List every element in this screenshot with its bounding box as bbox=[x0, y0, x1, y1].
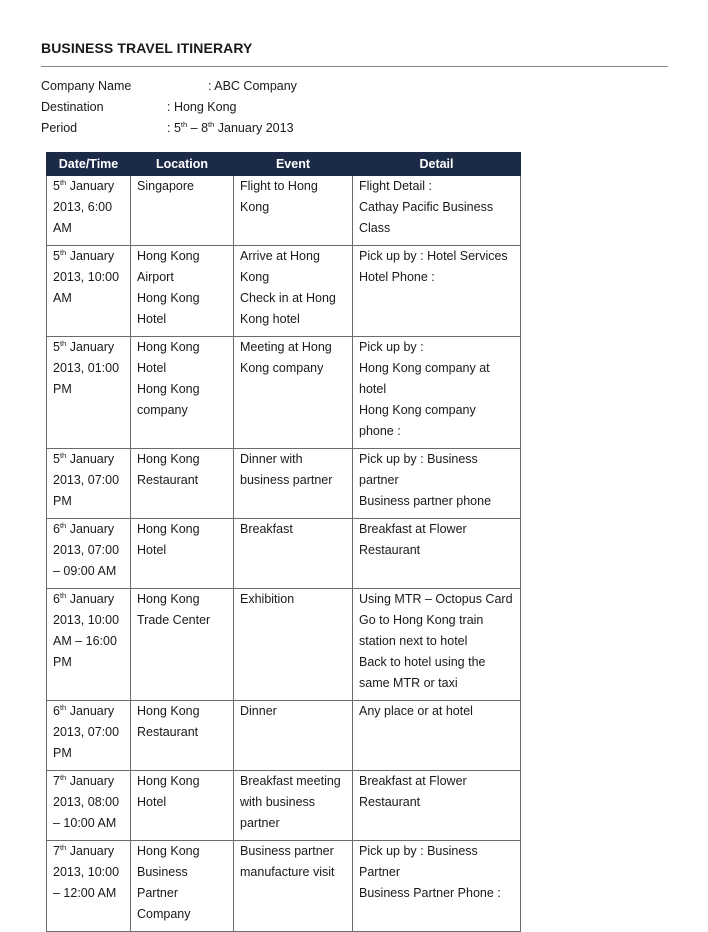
date-month: January bbox=[66, 774, 115, 788]
date-day-suffix: th bbox=[59, 773, 67, 782]
detail-line: Breakfast at Flower bbox=[359, 774, 467, 788]
detail-cell bbox=[353, 449, 521, 519]
detail-cell bbox=[353, 519, 521, 589]
date-day: 7 bbox=[53, 844, 60, 858]
detail-line: phone : bbox=[359, 424, 401, 438]
event-cell bbox=[234, 771, 353, 841]
location-line: company bbox=[137, 403, 188, 417]
event-line: Kong bbox=[240, 200, 270, 214]
date-line: – 10:00 AM bbox=[53, 816, 117, 830]
date-line: 2013, 10:00 bbox=[53, 865, 120, 879]
date-day: 5 bbox=[53, 249, 60, 263]
detail-line: Restaurant bbox=[359, 795, 421, 809]
date-day: 5 bbox=[53, 179, 60, 193]
date-first-line bbox=[53, 337, 126, 358]
location-line: Singapore bbox=[137, 179, 194, 193]
event-line: Meeting at Hong bbox=[240, 340, 332, 354]
period-month: January 2013 bbox=[214, 121, 294, 135]
location-line: Hotel bbox=[137, 543, 167, 557]
table-row bbox=[47, 519, 521, 589]
location-cell bbox=[131, 246, 234, 337]
date-first-line bbox=[53, 841, 126, 862]
table-row bbox=[47, 176, 521, 246]
event-line: Business partner bbox=[240, 844, 334, 858]
date-month: January bbox=[66, 179, 115, 193]
period-value bbox=[167, 121, 294, 135]
date-day-suffix: th bbox=[59, 248, 67, 257]
detail-line: Pick up by : Hotel Services bbox=[359, 249, 508, 263]
date-line: – 09:00 AM bbox=[53, 564, 117, 578]
event-line: Breakfast meeting bbox=[240, 774, 341, 788]
event-line: Exhibition bbox=[240, 592, 295, 606]
date-line: – 12:00 AM bbox=[53, 886, 117, 900]
event-line: Arrive at Hong bbox=[240, 249, 320, 263]
destination-value: : Hong Kong bbox=[167, 100, 237, 114]
header-detail: Detail bbox=[353, 153, 521, 176]
date-time-cell bbox=[47, 449, 131, 519]
location-cell bbox=[131, 701, 234, 771]
detail-line: Using MTR – Octopus Card bbox=[359, 592, 513, 606]
date-first-line bbox=[53, 701, 126, 722]
date-day: 5 bbox=[53, 452, 60, 466]
location-line: Hong Kong bbox=[137, 382, 200, 396]
date-month: January bbox=[66, 249, 115, 263]
event-line: partner bbox=[240, 816, 280, 830]
date-line: 2013, 07:00 bbox=[53, 543, 120, 557]
detail-line: Business Partner Phone : bbox=[359, 886, 501, 900]
date-line: AM – 16:00 bbox=[53, 634, 117, 648]
location-line: Airport bbox=[137, 270, 174, 284]
detail-line: partner bbox=[359, 473, 399, 487]
event-cell bbox=[234, 246, 353, 337]
date-day-suffix: th bbox=[59, 843, 67, 852]
detail-line: Restaurant bbox=[359, 543, 421, 557]
table-row bbox=[47, 701, 521, 771]
date-time-cell bbox=[47, 771, 131, 841]
event-line: Breakfast bbox=[240, 522, 293, 536]
event-cell bbox=[234, 337, 353, 449]
table-row bbox=[47, 337, 521, 449]
event-line: Dinner with bbox=[240, 452, 303, 466]
period-start-suffix: th bbox=[180, 120, 188, 129]
detail-line: Pick up by : bbox=[359, 340, 424, 354]
date-line: PM bbox=[53, 746, 72, 760]
date-time-cell bbox=[47, 701, 131, 771]
itinerary-body bbox=[47, 176, 521, 932]
location-line: Restaurant bbox=[137, 473, 199, 487]
date-line: PM bbox=[53, 494, 72, 508]
itinerary-table bbox=[46, 152, 521, 932]
date-line: PM bbox=[53, 655, 72, 669]
date-time-cell bbox=[47, 337, 131, 449]
table-row bbox=[47, 246, 521, 337]
detail-cell bbox=[353, 841, 521, 932]
date-time-cell bbox=[47, 246, 131, 337]
location-line: Hotel bbox=[137, 361, 167, 375]
table-row bbox=[47, 589, 521, 701]
detail-line: Go to Hong Kong train bbox=[359, 613, 484, 627]
date-time-cell bbox=[47, 589, 131, 701]
location-line: Business bbox=[137, 865, 188, 879]
event-cell bbox=[234, 841, 353, 932]
period-label: Period bbox=[41, 121, 78, 135]
date-first-line bbox=[53, 771, 126, 792]
header-date-time: Date/Time bbox=[47, 153, 131, 176]
event-cell bbox=[234, 701, 353, 771]
date-month: January bbox=[66, 452, 115, 466]
period-end-suffix: th bbox=[208, 120, 215, 129]
detail-cell bbox=[353, 589, 521, 701]
detail-line: Class bbox=[359, 221, 391, 235]
event-cell bbox=[234, 589, 353, 701]
location-cell bbox=[131, 176, 234, 246]
event-line: manufacture visit bbox=[240, 865, 335, 879]
location-cell bbox=[131, 449, 234, 519]
detail-line: Flight Detail : bbox=[359, 179, 432, 193]
event-line: Check in at Hong bbox=[240, 291, 336, 305]
date-day-suffix: th bbox=[59, 339, 67, 348]
event-line: Kong company bbox=[240, 361, 324, 375]
detail-line: Hotel Phone : bbox=[359, 270, 435, 284]
date-day: 6 bbox=[53, 522, 60, 536]
location-cell bbox=[131, 519, 234, 589]
date-day-suffix: th bbox=[59, 591, 67, 600]
date-line: AM bbox=[53, 221, 72, 235]
detail-line: Hong Kong company bbox=[359, 403, 476, 417]
detail-line: Cathay Pacific Business bbox=[359, 200, 494, 214]
date-line: 2013, 6:00 bbox=[53, 200, 113, 214]
location-line: Hong Kong bbox=[137, 522, 200, 536]
table-header-row bbox=[47, 153, 521, 176]
date-month: January bbox=[66, 522, 115, 536]
event-line: business partner bbox=[240, 473, 333, 487]
date-first-line bbox=[53, 519, 126, 540]
location-cell bbox=[131, 337, 234, 449]
date-line: 2013, 10:00 bbox=[53, 613, 120, 627]
detail-line: Breakfast at Flower bbox=[359, 522, 467, 536]
detail-line: Pick up by : Business bbox=[359, 844, 478, 858]
detail-cell bbox=[353, 337, 521, 449]
detail-line: hotel bbox=[359, 382, 387, 396]
location-cell bbox=[131, 589, 234, 701]
date-month: January bbox=[66, 340, 115, 354]
date-line: PM bbox=[53, 382, 72, 396]
date-first-line bbox=[53, 176, 126, 197]
page-title: BUSINESS TRAVEL ITINERARY bbox=[41, 40, 253, 56]
date-line: 2013, 07:00 bbox=[53, 473, 120, 487]
date-line: 2013, 07:00 bbox=[53, 725, 120, 739]
detail-line: Back to hotel using the bbox=[359, 655, 486, 669]
date-first-line bbox=[53, 589, 126, 610]
location-line: Hotel bbox=[137, 795, 167, 809]
location-line: Hong Kong bbox=[137, 340, 200, 354]
detail-line: Business partner phone bbox=[359, 494, 492, 508]
date-time-cell bbox=[47, 519, 131, 589]
date-line: 2013, 01:00 bbox=[53, 361, 120, 375]
date-time-cell bbox=[47, 176, 131, 246]
date-time-cell bbox=[47, 841, 131, 932]
location-line: Hong Kong bbox=[137, 844, 200, 858]
detail-line: Pick up by : Business bbox=[359, 452, 478, 466]
location-line: Partner bbox=[137, 886, 178, 900]
date-line: AM bbox=[53, 291, 72, 305]
detail-cell bbox=[353, 701, 521, 771]
date-month: January bbox=[66, 592, 115, 606]
date-first-line bbox=[53, 449, 126, 470]
company-name-label: Company Name bbox=[41, 79, 132, 93]
detail-line: Any place or at hotel bbox=[359, 704, 473, 718]
date-month: January bbox=[66, 704, 115, 718]
event-cell bbox=[234, 176, 353, 246]
date-day: 5 bbox=[53, 340, 60, 354]
location-line: Hong Kong bbox=[137, 249, 200, 263]
event-line: Kong hotel bbox=[240, 312, 300, 326]
header-event: Event bbox=[234, 153, 353, 176]
location-line: Hong Kong bbox=[137, 774, 200, 788]
date-line: 2013, 08:00 bbox=[53, 795, 120, 809]
detail-line: Partner bbox=[359, 865, 400, 879]
location-cell bbox=[131, 841, 234, 932]
detail-cell bbox=[353, 176, 521, 246]
location-line: Hong Kong bbox=[137, 452, 200, 466]
detail-cell bbox=[353, 771, 521, 841]
event-cell bbox=[234, 449, 353, 519]
location-line: Restaurant bbox=[137, 725, 199, 739]
event-line: Flight to Hong bbox=[240, 179, 318, 193]
event-line: with business bbox=[240, 795, 316, 809]
company-name-value: : ABC Company bbox=[208, 79, 297, 93]
detail-cell bbox=[353, 246, 521, 337]
date-day-suffix: th bbox=[59, 703, 67, 712]
detail-line: Hong Kong company at bbox=[359, 361, 490, 375]
date-day: 7 bbox=[53, 774, 60, 788]
detail-line: station next to hotel bbox=[359, 634, 468, 648]
date-day: 6 bbox=[53, 592, 60, 606]
date-day-suffix: th bbox=[59, 178, 67, 187]
date-first-line bbox=[53, 246, 126, 267]
location-line: Hong Kong bbox=[137, 291, 200, 305]
date-day: 6 bbox=[53, 704, 60, 718]
event-line: Kong bbox=[240, 270, 270, 284]
period-start: : 5 bbox=[167, 121, 181, 135]
title-divider bbox=[41, 66, 668, 67]
date-day-suffix: th bbox=[59, 451, 67, 460]
location-line: Hong Kong bbox=[137, 592, 200, 606]
location-line: Hong Kong bbox=[137, 704, 200, 718]
table-row bbox=[47, 449, 521, 519]
destination-label: Destination bbox=[41, 100, 104, 114]
location-line: Trade Center bbox=[137, 613, 211, 627]
location-line: Hotel bbox=[137, 312, 167, 326]
event-line: Dinner bbox=[240, 704, 277, 718]
period-end: – 8 bbox=[187, 121, 209, 135]
location-cell bbox=[131, 771, 234, 841]
location-line: Company bbox=[137, 907, 191, 921]
header-location: Location bbox=[131, 153, 234, 176]
date-line: 2013, 10:00 bbox=[53, 270, 120, 284]
date-month: January bbox=[66, 844, 115, 858]
table-row bbox=[47, 841, 521, 932]
date-day-suffix: th bbox=[59, 521, 67, 530]
event-cell bbox=[234, 519, 353, 589]
detail-line: same MTR or taxi bbox=[359, 676, 458, 690]
table-row bbox=[47, 771, 521, 841]
